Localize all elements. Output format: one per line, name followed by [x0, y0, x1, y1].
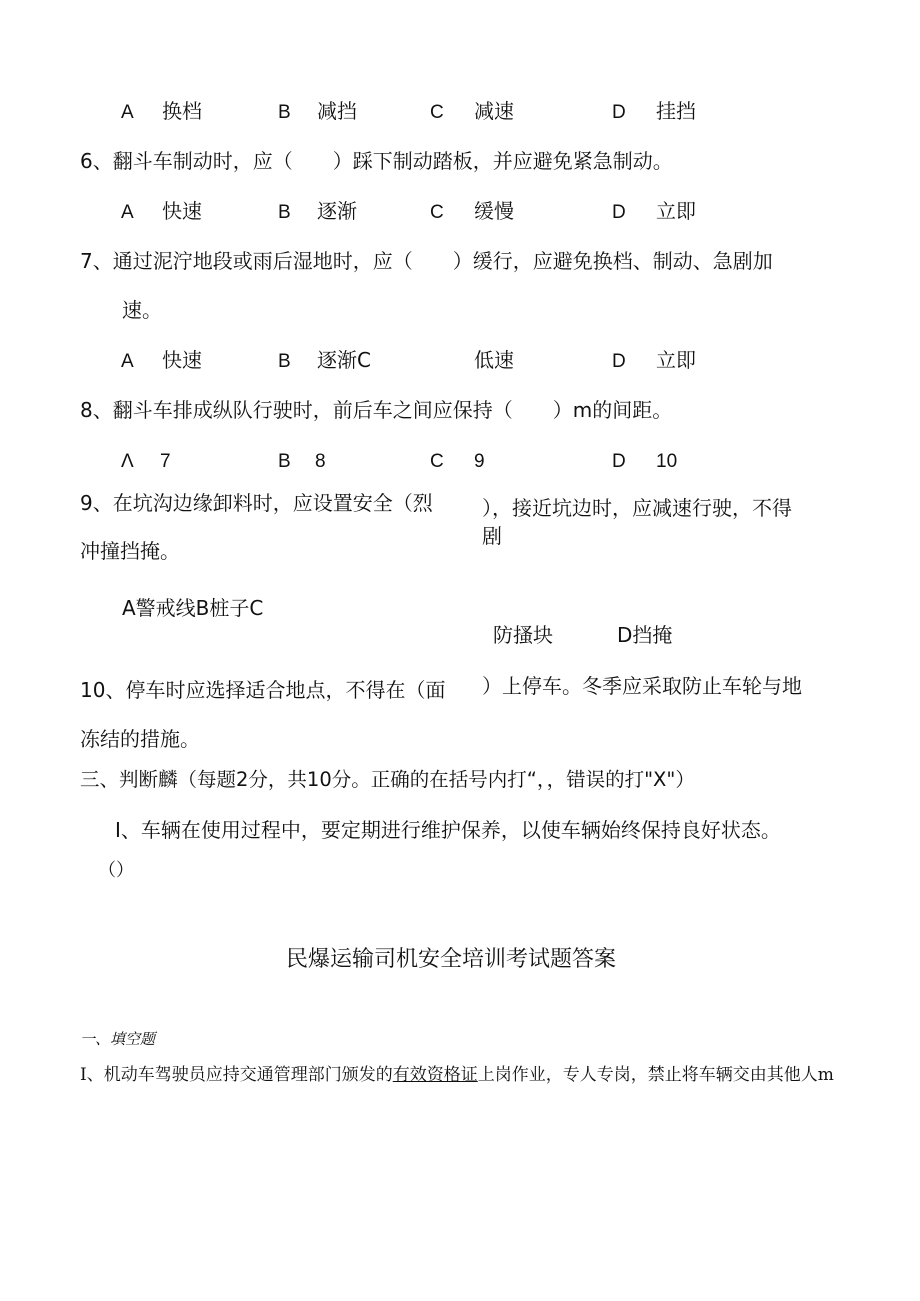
q7-option-b-letter: B [278, 351, 291, 372]
q5-option-d-text: 挂挡 [656, 99, 696, 123]
answers-item-1 [80, 1067, 834, 1084]
section-3-item-1: I、车辆在使用过程中，要定期进行维护保养，以使车辆始终保持良好状态。 [115, 818, 781, 842]
question-9-right-line-1: ），接近坑边时，应减速行驶，不得 [482, 496, 792, 520]
q5-option-a-text: 换档 [162, 99, 202, 123]
question-10-line-2: 冻结的措施。 [80, 727, 200, 751]
question-10-right-line-1: ）上停车。冬季应采取防止车轮与地 [482, 674, 802, 698]
q7-option-c-text: 低速 [474, 348, 514, 372]
answers-item-1-underlined: 有效资格证 [392, 1065, 478, 1085]
q7-option-b-text: 逐渐C [317, 348, 371, 372]
q6-option-c-letter: C [430, 202, 444, 223]
q7-option-d-text: 立即 [656, 348, 696, 372]
q9-option-c-text: 防搔块 [493, 623, 553, 647]
q8-option-a-text: 7 [160, 451, 171, 472]
q8-option-b-letter: B [278, 451, 291, 472]
q5-option-c-letter: C [430, 102, 444, 123]
question-6: 6、翻斗车制动时，应（ ）踩下制动踏板，并应避免紧急制动。 [80, 149, 673, 173]
q7-option-a-letter: A [121, 351, 134, 372]
q8-option-c-letter: C [430, 451, 444, 472]
answers-section-1-heading: 一、填空题 [80, 1030, 156, 1048]
q6-option-b-text: 逐渐 [317, 199, 357, 223]
q8-option-b-text: 8 [315, 451, 326, 472]
q8-option-d-text: 10 [656, 451, 678, 472]
q6-option-d-letter: D [612, 202, 626, 223]
answers-item-1-prefix: I、机动车驾驶员应持交通管理部门颁发的 [80, 1065, 393, 1085]
answers-title: 民爆运输司机安全培训考试题答案 [286, 947, 617, 972]
question-9-left-line-1: 9、在坑沟边缘卸料时，应设置安全（烈 [80, 491, 433, 515]
section-3-heading: 三、判断麟（每题2分，共10分。正确的在括号内打“，，错误的打"X"） [80, 768, 695, 791]
q9-options-a-b-c: A警戒线B桩子C [122, 596, 264, 620]
q6-option-a-letter: A [121, 202, 134, 223]
q5-option-d-letter: D [612, 102, 626, 123]
question-8: 8、翻斗车排成纵队行驶时，前后车之间应保持（ ）m的间距。 [80, 398, 673, 422]
q5-option-b-letter: B [278, 102, 291, 123]
q7-option-a-text: 快速 [162, 348, 202, 372]
question-10-left-line-1: 10、停车时应选择适合地点，不得在（面 [80, 678, 446, 702]
q6-option-d-text: 立即 [656, 199, 696, 223]
section-3-item-1-paren: （） [98, 860, 134, 881]
question-7-line-2: 速。 [122, 298, 162, 322]
q8-option-a-letter: Λ [121, 451, 134, 472]
q6-option-c-text: 缓慢 [474, 199, 514, 223]
q5-option-c-text: 减速 [474, 99, 514, 123]
question-9-right-line-2: 剧 [482, 524, 502, 548]
answers-item-1-suffix: 上岗作业，专人专岗，禁止将车辆交由其他人m [477, 1065, 834, 1085]
q9-option-d: D挡掩 [617, 623, 673, 647]
q8-option-c-text: 9 [474, 451, 485, 472]
q7-option-d-letter: D [612, 351, 626, 372]
question-7-line-1: 7、通过泥泞地段或雨后湿地时，应（ ）缓行，应避免换档、制动、急剧加 [80, 249, 773, 273]
q6-option-b-letter: B [278, 202, 291, 223]
q8-option-d-letter: D [612, 451, 626, 472]
q6-option-a-text: 快速 [162, 199, 202, 223]
question-9-left-line-2: 冲撞挡掩。 [80, 539, 180, 563]
q5-option-b-text: 减挡 [317, 99, 357, 123]
q5-option-a-letter: A [121, 102, 134, 123]
